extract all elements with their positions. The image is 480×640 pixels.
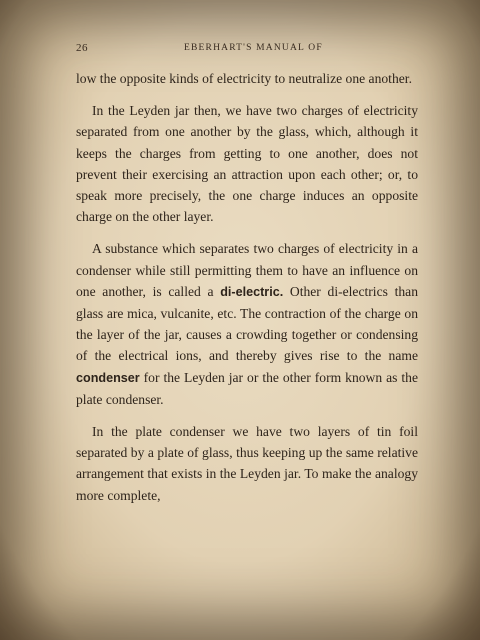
page-header [76,42,416,56]
paragraph-text: Other di-electrics than glass are mica, vulcanite, etc. The contraction of the charge on the layer of the jar, causes a crowding together or condensing of the electrical ions, and thereby gives rise to the name [76,283,418,364]
page-number: 26 [76,42,88,54]
paragraph-plate-condenser: In the plate condenser we have two layers of tin foil separated by a plate of glass, thus keeping up the same relative arrangement that exists in the Leyden jar. To make the analogy more complete, [76,424,418,503]
paragraph-leyden-jar: In the Leyden jar then, we have two charges of electricity separated from one another by the glass, which, although it keeps the charges from getting to one another, does not prevent their exercising an attraction upon each other; or, to speak more precisely, the one charge induces an opposite charge on the other layer. [76,103,418,225]
paragraph-continuation: low the opposite kinds of electricity to neutralize one another. [76,71,412,86]
paragraph-text: for the Leyden jar or the other form known as the plate condenser. [76,369,418,407]
paragraph-text: A substance which separates two charges of electricity in a condenser while still permitting them to have an influence on one another, is called a [76,241,418,299]
running-head: EBERHART'S MANUAL OF [184,43,323,53]
page-body [76,68,418,506]
term-dielectric: di-electric. [220,284,284,299]
paragraph-dielectric [76,238,418,410]
term-condenser: condenser [76,370,140,385]
